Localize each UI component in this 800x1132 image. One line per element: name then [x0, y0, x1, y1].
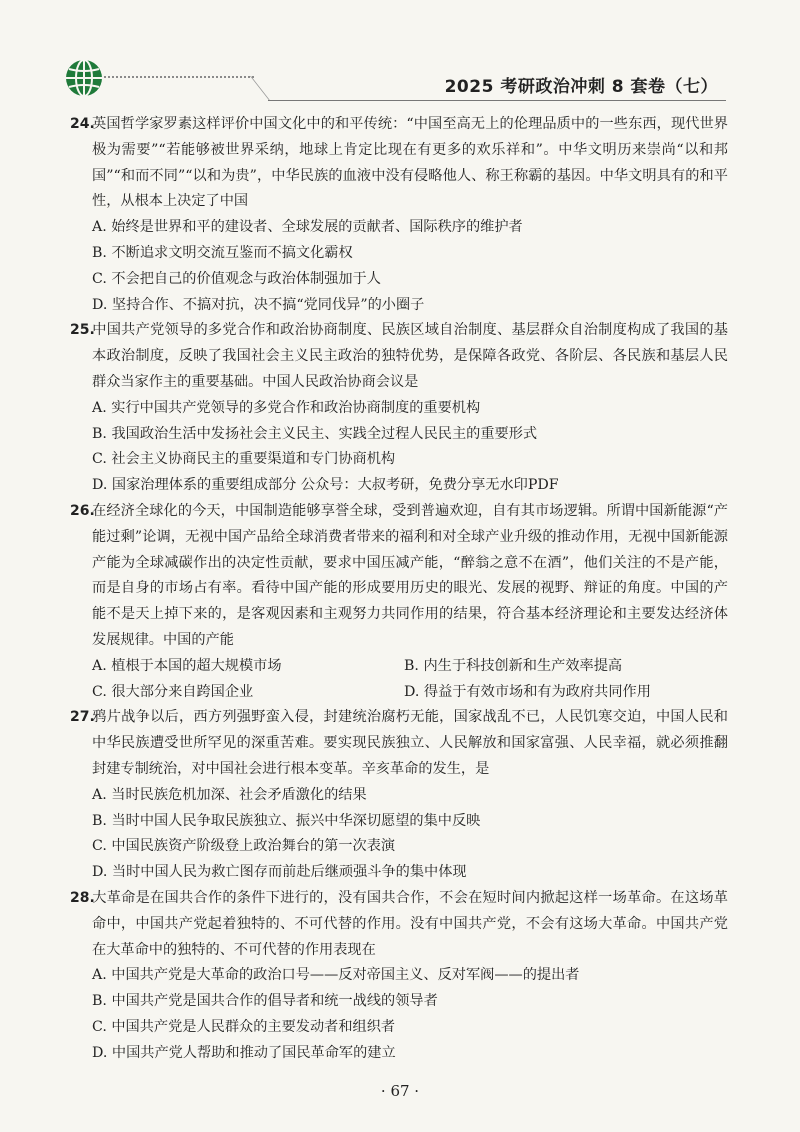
question-text: 鸦片战争以后，西方列强野蛮入侵，封建统治腐朽无能，国家战乱不已，人民饥寒交迫，中国人民和中华民族遭受世所罕见的深重苦难。要实现民族独立、人民解放和国家富强、人民幸福，就必须推翻封建专制统治，对中国社会进行根本变革。辛亥革命的发生，是 [92, 709, 728, 777]
question-25 [70, 318, 728, 499]
option-d: D. 坚持合作、不搞对抗，决不搞“党同伐异”的小圈子 [92, 296, 425, 313]
page-header-title: 2025 考研政治冲刺 8 套卷（七） [444, 77, 718, 97]
question-text: 英国哲学家罗素这样评价中国文化中的和平传统：“中国至高无上的伦理品质中的一些东西，现代世界极为需要”“若能够被世界采纳，地球上肯定比现在有更多的欢乐祥和”。中华文明历来崇尚“以和邦国”“和而不同”“以和为贵”，中华民族的血液中没有侵略他人、称王称霸的基因。中华文明具有的和平性，从根本上决定了中国 [92, 116, 728, 210]
header-dotted-rule [104, 76, 254, 78]
option-b: B. 我国政治生活中发扬社会主义民主、实践全过程人民民主的重要形式 [92, 425, 538, 442]
question-27 [70, 705, 728, 886]
option-a: A. 植根于本国的超大规模市场 [92, 657, 282, 674]
option-d: D. 国家治理体系的重要组成部分 公众号：大叔考研，免费分享无水印PDF [92, 477, 559, 494]
option-c: C. 不会把自己的价值观念与政治体制强加于人 [92, 270, 381, 287]
question-stem [70, 499, 728, 654]
option-row [70, 654, 728, 680]
option-a: A. 始终是世界和平的建设者、全球发展的贡献者、国际秩序的维护者 [92, 219, 523, 236]
header-slant-rule [250, 76, 294, 100]
question-stem [70, 318, 728, 395]
globe-icon [64, 58, 104, 98]
question-number: 28. [70, 889, 95, 906]
question-number: 26. [70, 502, 95, 519]
option-c: C. 中国共产党是人民群众的主要发动者和组织者 [92, 1018, 396, 1035]
question-number: 27. [70, 709, 95, 726]
question-24 [70, 112, 728, 318]
question-number: 24. [70, 116, 95, 132]
question-stem [70, 705, 728, 782]
option-c: C. 社会主义协商民主的重要渠道和专门协商机构 [92, 451, 396, 468]
question-list [70, 112, 728, 1066]
question-number: 25. [70, 322, 95, 339]
option-row [70, 680, 728, 706]
question-text: 在经济全球化的今天，中国制造能够享誉全球，受到普遍欢迎，自有其市场逻辑。所谓中国新能源“产能过剩”论调，无视中国产品给全球消费者带来的福利和对全球产业升级的推动作用，无视中国新能源产能为全球减碳作出的决定性贡献，要求中国压减产能，“醉翁之意不在酒”，他们关注的不是产能，而是自身的市场占有率。看待中国产能的形成要用历史的眼光、发展的视野、辩证的角度。中国的产能不是天上掉下来的，是客观因素和主观努力共同作用的结果，符合基本经济理论和主要发达经济体发展规律。中国的产能 [92, 502, 728, 648]
question-stem [70, 112, 728, 215]
question-28 [70, 886, 728, 1067]
option-a: A. 中国共产党是大革命的政治口号——反对帝国主义、反对军阀——的提出者 [92, 967, 580, 984]
option-d: D. 得益于有效市场和有为政府共同作用 [404, 683, 651, 700]
option-d: D. 当时中国人民为救亡图存而前赴后继顽强斗争的集中体现 [92, 864, 467, 881]
option-c: C. 中国民族资产阶级登上政治舞台的第一次表演 [92, 838, 396, 855]
option-d: D. 中国共产党人帮助和推动了国民革命军的建立 [92, 1044, 396, 1061]
option-a: A. 实行中国共产党领导的多党合作和政治协商制度的重要机构 [92, 399, 481, 416]
question-text: 大革命是在国共合作的条件下进行的，没有国共合作，不会在短时间内掀起这样一场革命。在这场革命中，中国共产党起着独特的、不可代替的作用。没有中国共产党，不会有这场大革命。中国共产党在大革命中的独特的、不可代替的作用表现在 [92, 889, 728, 958]
option-b: B. 中国共产党是国共合作的倡导者和统一战线的领导者 [92, 993, 438, 1010]
question-text: 中国共产党领导的多党合作和政治协商制度、民族区域自治制度、基层群众自治制度构成了我国的基本政治制度，反映了我国社会主义民主政治的独特优势，是保障各政党、各阶层、各民族和基层人民群众当家作主的重要基础。中国人民政治协商会议是 [92, 322, 728, 390]
option-b: B. 内生于科技创新和生产效率提高 [404, 657, 623, 674]
option-b: B. 当时中国人民争取民族独立、振兴中华深切愿望的集中反映 [92, 812, 481, 829]
question-26 [70, 499, 728, 705]
page-number: · 67 · [380, 1082, 420, 1100]
header-rule [268, 100, 726, 101]
option-c: C. 很大部分来自跨国企业 [92, 683, 254, 700]
question-stem [70, 886, 728, 963]
option-a: A. 当时民族危机加深、社会矛盾激化的结果 [92, 786, 367, 803]
option-b: B. 不断追求文明交流互鉴而不搞文化霸权 [92, 244, 353, 261]
